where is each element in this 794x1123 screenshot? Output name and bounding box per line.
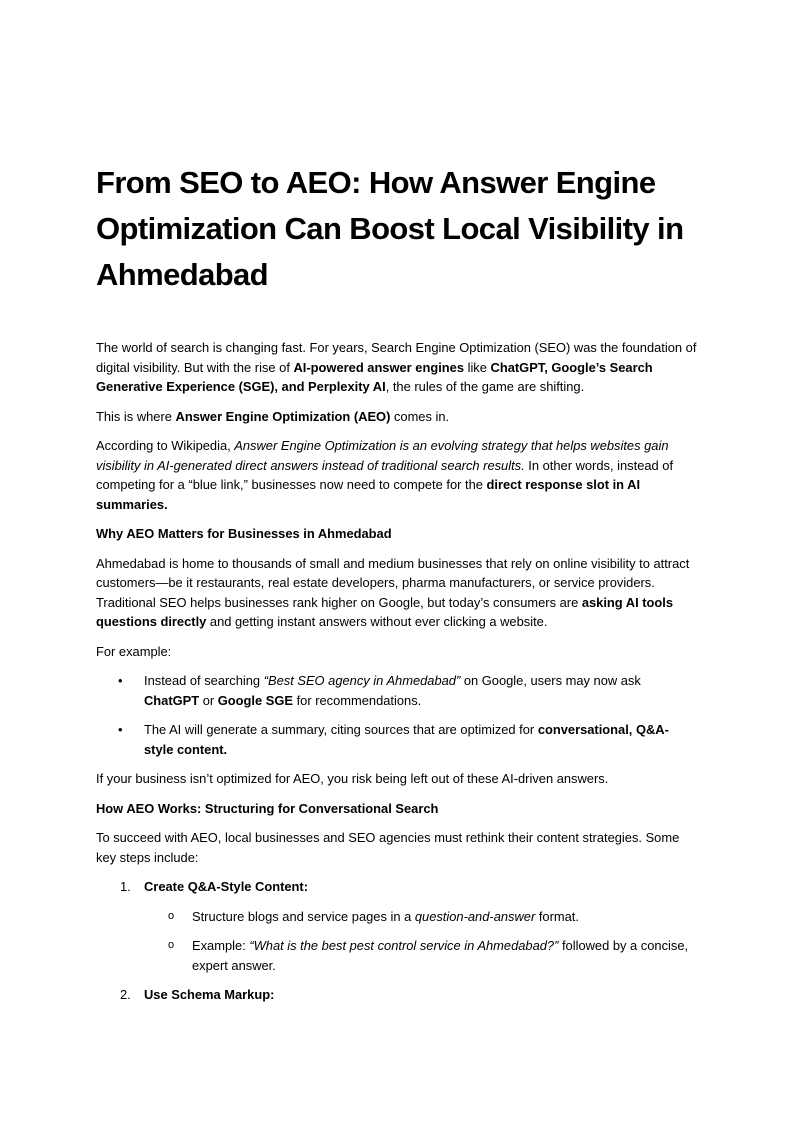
bold-text: AI-powered answer engines	[293, 359, 464, 375]
italic-text: “What is the best pest control service in Ahmedabad?”	[249, 938, 559, 953]
text: and getting instant answers without ever clicking a website.	[206, 614, 548, 629]
document-page	[96, 160, 698, 1015]
section-heading-why-aeo: Why AEO Matters for Businesses in Ahmedabad	[96, 526, 392, 541]
text: This is where	[96, 408, 176, 424]
step-number: 2.	[120, 987, 131, 1002]
text: or	[199, 692, 218, 708]
step-item	[96, 877, 698, 975]
italic-text: Answer Engine Optimization is an evolving strategy that helps websites gain visibility in AI-generated direct answers instead of traditional search results.	[96, 438, 669, 473]
text: Ahmedabad is home to thousands of small and medium businesses that rely on online visibility to attract customers—be it restaurants, real estate developers, pharma manufacturers, or service providers. Traditional SEO helps businesses rank higher on Google, but today’s consumers are	[96, 555, 690, 610]
text: According to Wikipedia,	[96, 438, 235, 453]
italic-text: question-and-answer	[414, 908, 536, 924]
bold-text: Answer Engine Optimization (AEO)	[175, 408, 391, 424]
text: format.	[535, 908, 579, 924]
aeo-intro-paragraph	[96, 407, 698, 427]
intro-paragraph	[96, 338, 698, 397]
ahmedabad-paragraph	[96, 554, 698, 632]
circle-bullet-icon: o	[168, 909, 175, 922]
text: comes in.	[390, 408, 450, 424]
step-title: Create Q&A-Style Content:	[144, 879, 309, 894]
step-number: 1.	[120, 879, 131, 894]
bullet-icon: •	[118, 673, 123, 688]
wikipedia-paragraph	[96, 436, 698, 514]
italic-text: “Best SEO agency in Ahmedabad”	[263, 673, 461, 688]
text: like	[464, 359, 491, 375]
sub-list-item	[144, 907, 698, 927]
bold-text: ChatGPT, Google’s Search Generative Experience (SGE), and Perplexity AI	[96, 359, 653, 394]
steps-intro-paragraph: To succeed with AEO, local businesses and SEO agencies must rethink their content strategies. Some key steps include:	[96, 830, 680, 865]
text: In other words, instead of competing for a “blue link,” businesses now need to compete for the	[96, 457, 674, 492]
bold-text: conversational, Q&A-style content.	[144, 722, 669, 757]
bold-text: asking AI tools questions directly	[96, 594, 674, 629]
bold-text: Google SGE	[217, 692, 293, 708]
list-item	[96, 720, 698, 759]
text: Example:	[192, 938, 250, 953]
steps-list	[96, 877, 698, 1005]
step-title: Use Schema Markup:	[144, 987, 275, 1002]
example-list	[96, 671, 698, 759]
bullet-icon: •	[118, 722, 123, 737]
list-item	[96, 671, 698, 710]
text: The AI will generate a summary, citing sources that are optimized for	[144, 722, 538, 737]
text: Instead of searching	[144, 673, 264, 688]
circle-bullet-icon: o	[168, 939, 175, 951]
bold-text: direct response slot in AI summaries.	[96, 477, 641, 512]
text: Structure blogs and service pages in a	[192, 908, 415, 924]
article-body	[96, 338, 698, 1005]
section-heading-how-aeo-works: How AEO Works: Structuring for Conversational Search	[96, 800, 439, 816]
article-title: From SEO to AEO: How Answer Engine Optimization Can Boost Local Visibility in Ahmedabad	[96, 165, 684, 292]
text: The world of search is changing fast. For years, Search Engine Optimization (SEO) was the foundation of digital visibility. But with the rise of	[96, 340, 697, 375]
text: on Google, users may now ask	[460, 673, 641, 688]
example-lead: For example:	[96, 643, 172, 659]
step-item	[96, 985, 698, 1005]
risk-paragraph: If your business isn’t optimized for AEO, you risk being left out of these AI-driven answers.	[96, 771, 609, 786]
bold-text: ChatGPT	[144, 692, 200, 708]
text: , the rules of the game are shifting.	[385, 379, 585, 394]
sub-list	[144, 907, 698, 976]
sub-list-item	[144, 936, 698, 975]
text: for recommendations.	[293, 692, 422, 708]
text: followed by a concise, expert answer.	[192, 938, 689, 973]
